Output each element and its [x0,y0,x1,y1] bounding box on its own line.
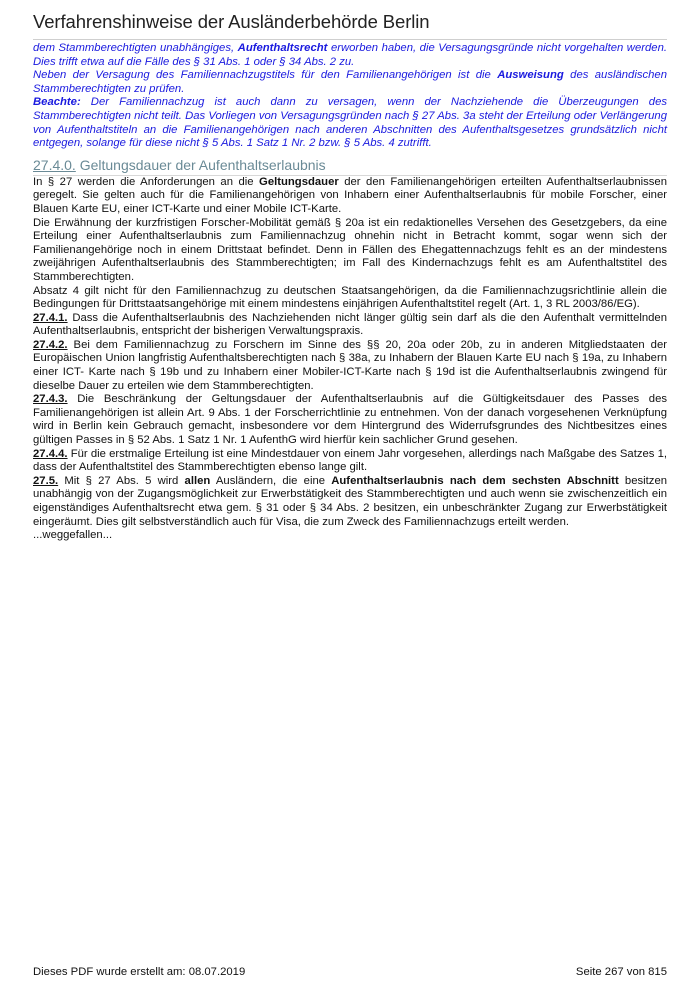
section-body [33,176,667,543]
page-title: Verfahrenshinweise der Ausländerbehörde Berlin [33,11,667,40]
body-paragraph-2: Die Erwähnung der kurzfristigen Forscher-Mobilität gemäß § 20a ist ein redaktionelles Versehen des Gesetzgebers, da eine Erteilung einer Aufenthaltserlaubnis zum Familiennachzug ohnehin nicht in Betracht kommt, sogar wenn sich der Familienangehörige noch in einem Drittstaat befindet. Denn in Fällen des Ehegattennachzugs fehlt es an der mindestens zweijährigen Aufenthaltserlaubnis des Stammberechtigten; im Fall des Kindernachzugs fehlt es am Aufenthaltstitel des Stammberechtigten. [33,216,667,283]
ref-27-5[interactable]: 27.5. [33,474,59,487]
body-paragraph-3: Absatz 4 gilt nicht für den Familiennachzug zu deutschen Staatsangehörigen, da die Familiennachzugsrichtlinie allein die Bedingungen für Drittstaatsangehörige mit einem mindestens einjährigen Aufenthaltstitel regelt (Art. 1, 3 RL 2003/86/EG). [33,284,667,311]
body-paragraph-removed: ...weggefallen... [33,529,113,542]
ref-27-4-3[interactable]: 27.4.3. [33,393,68,406]
section-heading: 27.4.0. Geltungsdauer der Aufenthaltserlaubnis [33,157,667,176]
intro-paragraph-2: Neben der Versagung des Familiennachzugstitels für den Familienangehörigen ist die Ausweisung des ausländischen Stammberechtigten zu prüfen. [33,69,667,95]
ref-27-4-4[interactable]: 27.4.4. [33,447,68,460]
body-paragraph-1: In § 27 werden die Anforderungen an die Geltungsdauer der den Familienangehörigen erteilten Aufenthaltserlaubnissen geregelt. Sie gelten auch für die Familienangehörigen von Inhabern einer Aufenthaltserlaubnis für mobile Forscher, einer Blauen Karte EU, einer ICT-Karte und einer Mobile ICT-Karte. [33,175,667,215]
ref-27-4-1[interactable]: 27.4.1. [33,311,68,324]
body-paragraph-27-4-4: 27.4.4. Für die erstmalige Erteilung ist eine Mindestdauer von einem Jahr vorgesehen, allerdings nach Maßgabe des Satzes 1, dass der Aufenthaltstitel des Stammberechtigten ebenso lange gilt. [33,447,667,474]
body-paragraph-27-4-2: 27.4.2. Bei dem Familiennachzug zu Forschern im Sinne des §§ 20, 20a oder 20b, zu in anderen Mitgliedstaaten der Europäischen Union langfristig Aufenthaltsberechtigten nach § 38a, zu Inhabern der Blauen Karte EU nach § 19a, zu Inhabern einer ICT- Karte nach § 19b und zu Inhabern einer Mobiler-ICT-Karte nach § 19d ist die Aufenthaltserlaubnis zwingend für dieselbe Dauer zu erteilen wie dem Stammberechtigten. [33,338,667,392]
body-paragraph-27-4-3: 27.4.3. Die Beschränkung der Geltungsdauer der Aufenthaltserlaubnis auf die Gültigkeitsdauer des Passes des Familienangehörigen ist allein Art. 9 Abs. 1 der Forscherrichtlinie zu entnehmen. Von der danach vorgesehenen Verknüpfung wird in Berlin kein Gebrauch gemacht, insbesondere vor dem Hintergrund des Widerrufsgrundes des Nichtbesitzes eines gültigen Passes in § 52 Abs. 1 Satz 1 Nr. 1 AufenthG wird hierfür kein sachlicher Grund gesehen. [33,393,667,447]
body-paragraph-27-5: 27.5. Mit § 27 Abs. 5 wird allen Ausländern, die eine Aufenthaltserlaubnis nach dem sechsten Abschnitt besitzen unabhängig von der Zugangsmöglichkeit zur Erwerbstätigkeit des Stammberechtigten und auch wenn sie zwischenzeitlich ein eigenständiges Aufenthaltsrecht etwa gem. § 31 oder § 34 Abs. 2 besitzen, ein unbeschränkter Zugang zur Erwerbstätigkeit eingeräumt. Dies gilt selbstverständlich auch für Visa, die zum Zweck des Familiennachzugs erteilt werden. [33,474,668,528]
intro-paragraph-3: Beachte: Der Familiennachzug ist auch dann zu versagen, wenn der Nachziehende die Überzeugungen des Stammberechtigten nicht teilt. Das Vorliegen von Versagungsgründen nach § 27 Abs. 3a steht der Erteilung oder Verlängerung von Aufenthaltstiteln an die Familienangehörigen nach anderen Abschnitten des Aufenthaltsgesetzes grundsätzlich nicht entgegen, solange für diese nicht § 5 Abs. 1 Satz 1 Nr. 2 bzw. § 5 Abs. 4 zutrifft. [33,96,667,150]
document-content [33,42,667,543]
footer-created-date: Dieses PDF wurde erstellt am: 08.07.2019 [33,966,246,978]
section-number-link[interactable]: 27.4.0. [33,156,76,173]
ref-27-4-2[interactable]: 27.4.2. [33,338,68,351]
body-paragraph-27-4-1: 27.4.1. Dass die Aufenthaltserlaubnis des Nachziehenden nicht länger gültig sein darf als die den Aufenthalt vermittelnden Aufenthaltserlaubnis, entspricht der bisherigen Verwaltungspraxis. [33,311,667,338]
footer-page-number: Seite 267 von 815 [575,966,667,978]
intro-paragraph-1: dem Stammberechtigten unabhängiges, Aufenthaltsrecht erworben haben, die Versagungsgründe nicht vorgehalten werden. Dies trifft etwa auf die Fälle des § 31 Abs. 1 oder § 34 Abs. 2 zu. [33,42,667,68]
